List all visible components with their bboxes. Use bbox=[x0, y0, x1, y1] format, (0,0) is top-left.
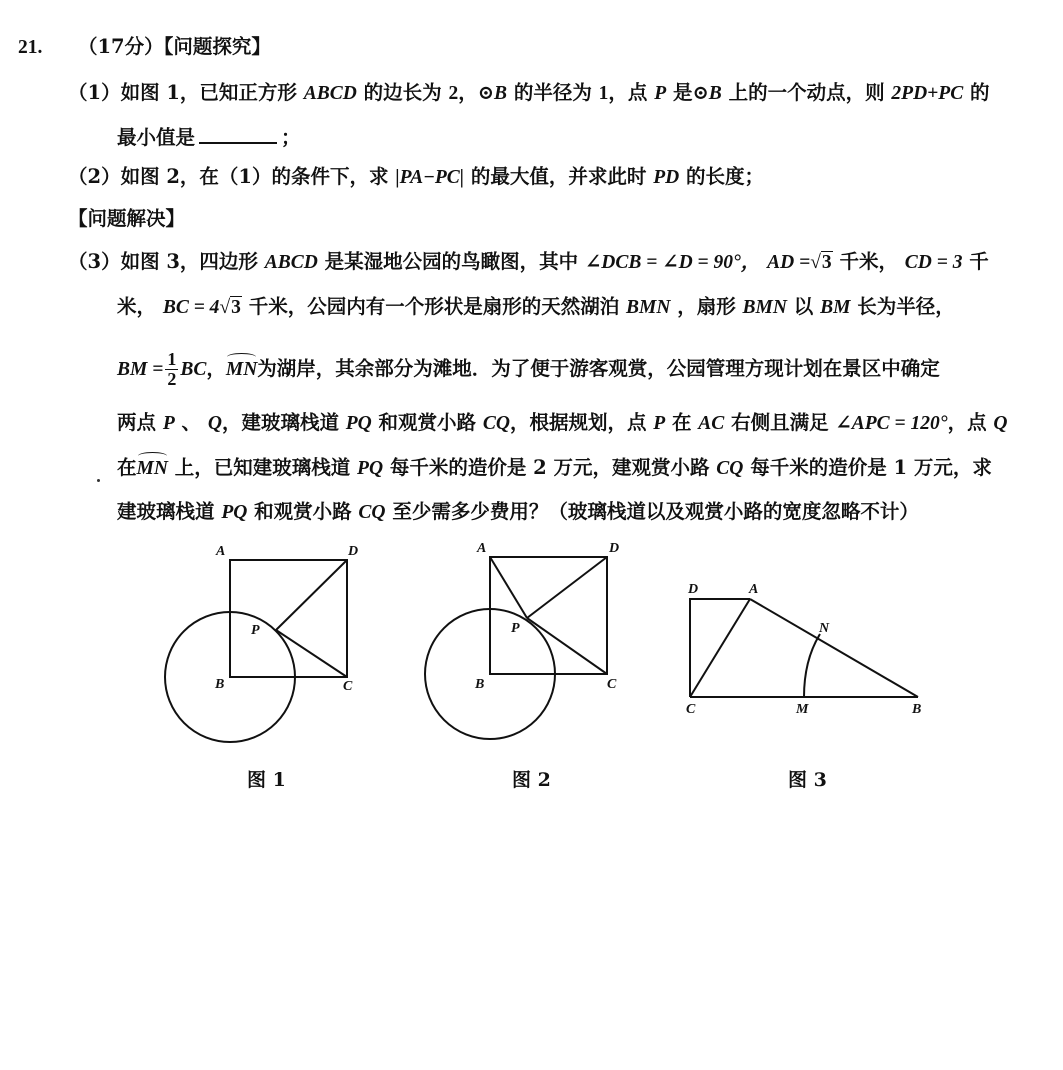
fraction-denominator: 2 bbox=[167, 369, 177, 389]
math-abcd: ABCD bbox=[303, 83, 357, 104]
q3-text: 建玻璃栈道 bbox=[117, 500, 215, 523]
q3-text: 上，已知建玻璃栈道 bbox=[174, 456, 351, 479]
fig2-label-a: A bbox=[477, 541, 487, 556]
q1-label: （1） bbox=[68, 81, 121, 104]
q1-text: ； bbox=[281, 126, 301, 149]
math-bm: BM = bbox=[117, 359, 164, 380]
fig3-label-d: D bbox=[688, 582, 699, 597]
section-title-explore: 【问题探究】 bbox=[163, 35, 271, 58]
math-q: Q bbox=[207, 413, 222, 434]
q3-text: 至少需多少费用？（玻璃栈道以及观赏小路的宽度忽略不计） bbox=[392, 500, 919, 523]
math-bc: BC bbox=[180, 359, 207, 380]
radius-value: 1 bbox=[598, 83, 609, 104]
math-pq: PQ bbox=[357, 458, 384, 479]
q3-text: 两点 bbox=[117, 411, 157, 434]
math-pd: PD bbox=[653, 167, 680, 188]
fig3-caption: 图 3 bbox=[788, 769, 827, 791]
math-pq: PQ bbox=[345, 413, 372, 434]
math-bm: BM bbox=[820, 297, 851, 318]
fig3-label-m: M bbox=[796, 702, 809, 717]
fig1-label-b: B bbox=[215, 677, 225, 692]
q3-text: 千米，公园内有一个形状是扇形的天然湖泊 bbox=[248, 295, 620, 318]
fraction-numerator: 1 bbox=[167, 349, 177, 369]
q3-text: 、 bbox=[181, 411, 202, 434]
q3-text: 千 bbox=[969, 250, 989, 273]
q1-text: 最小值是 bbox=[117, 126, 196, 149]
q3-text: 长为半径， bbox=[857, 295, 955, 318]
fig2-segment-pd bbox=[527, 557, 607, 618]
q3-text: ，建玻璃栈道 bbox=[221, 411, 339, 434]
fig3-label-n: N bbox=[819, 621, 830, 636]
math-ac: AC bbox=[698, 413, 725, 434]
q2-text: 的长度； bbox=[686, 165, 765, 188]
fig2-square bbox=[490, 557, 607, 674]
q3-text: 右侧且满足 bbox=[731, 411, 829, 434]
sqrt-radicand: 3 bbox=[231, 297, 241, 318]
q2-text: 如图 2，在（1）的条件下，求 bbox=[120, 165, 389, 188]
q3-text: 是某湿地公园的鸟瞰图，其中 bbox=[324, 250, 579, 273]
fig2-label-c: C bbox=[607, 677, 617, 692]
math-cd: CD = 3 bbox=[904, 252, 963, 273]
math-cq: CQ bbox=[482, 413, 510, 434]
sqrt-3: √3 bbox=[219, 297, 241, 318]
fig3-label-a: A bbox=[749, 582, 759, 597]
side-length: 2 bbox=[448, 83, 459, 104]
math-q: Q bbox=[993, 413, 1008, 434]
fig1-segment-pc bbox=[276, 630, 347, 677]
math-angle: ∠DCB = ∠D = 90°， bbox=[584, 252, 761, 273]
math-p: P bbox=[653, 413, 666, 434]
math-b: B bbox=[494, 83, 508, 104]
fig1-caption: 图 1 bbox=[247, 769, 286, 791]
q3-label: （3） bbox=[68, 250, 121, 273]
math-bmn: BMN bbox=[626, 297, 671, 318]
q3-text: ， bbox=[206, 357, 226, 380]
fig1-segment-pd bbox=[276, 560, 347, 630]
fig2-caption: 图 2 bbox=[512, 769, 551, 791]
math-cq: CQ bbox=[358, 502, 386, 523]
q3-text: 和观赏小路 bbox=[378, 411, 477, 434]
q3-text: 米， bbox=[117, 295, 157, 318]
math-angle: ∠APC = 120° bbox=[835, 413, 948, 434]
sqrt-radicand: 3 bbox=[821, 252, 832, 273]
figure-1 bbox=[165, 560, 347, 742]
q1-text: 的边长为 bbox=[363, 81, 442, 104]
fig1-label-c: C bbox=[343, 679, 353, 694]
q3-text: 为湖岸，其余部分为滩地．为了便于游客观赏，公园管理方现计划在景区中确定 bbox=[257, 357, 940, 380]
math-expression: |PA−PC| bbox=[395, 167, 465, 188]
fig3-segment-ab bbox=[750, 599, 918, 697]
math-ad: AD = bbox=[767, 252, 811, 273]
q1-text: 是⊙ bbox=[672, 81, 709, 104]
q3-text: 千米， bbox=[839, 250, 898, 273]
q1-text: 的 bbox=[970, 81, 990, 104]
question-points: （17分） bbox=[77, 35, 164, 58]
q1-text: 如图 1，已知正方形 bbox=[120, 81, 297, 104]
q3-text: 如图 3，四边形 bbox=[120, 250, 258, 273]
q3-text: 在 bbox=[671, 411, 692, 434]
math-arc-mn: MN bbox=[137, 455, 168, 483]
math-bmn: BMN bbox=[742, 297, 787, 318]
math-abcd: ABCD bbox=[264, 252, 318, 273]
q2-label: （2） bbox=[68, 165, 121, 188]
q3-text: 每千米的造价是 2 万元，建观赏小路 bbox=[389, 456, 710, 479]
q1-text: 上的一个动点，则 bbox=[728, 81, 885, 104]
question-number: 21. bbox=[18, 37, 43, 58]
q1-text: 的半径为 bbox=[513, 81, 592, 104]
q3-text: 在 bbox=[117, 456, 137, 479]
section-title-solve: 【问题解决】 bbox=[68, 207, 186, 230]
q2-text: 的最大值，并求此时 bbox=[470, 165, 647, 188]
sqrt-3: √3 bbox=[810, 252, 832, 273]
fig3-arc-mn bbox=[804, 634, 820, 697]
math-expression: 2PD+PC bbox=[891, 83, 964, 104]
q1-text: ，点 bbox=[608, 81, 648, 104]
q3-text: 每千米的造价是 1 万元，求 bbox=[750, 456, 992, 479]
fig3-label-c: C bbox=[686, 702, 696, 717]
fig2-label-b: B bbox=[475, 677, 485, 692]
fig1-label-p: P bbox=[251, 623, 260, 638]
math-pq: PQ bbox=[221, 502, 248, 523]
fig1-label-d: D bbox=[348, 544, 359, 559]
math-bc: BC = 4 bbox=[162, 297, 220, 318]
q1-text: ，⊙ bbox=[458, 81, 495, 104]
fig3-segment-ac bbox=[690, 599, 750, 697]
fig2-label-p: P bbox=[511, 621, 520, 636]
math-cq: CQ bbox=[716, 458, 744, 479]
math-b: B bbox=[708, 83, 722, 104]
q3-text: ，根据规划，点 bbox=[509, 411, 647, 434]
q3-text: 以 bbox=[793, 295, 814, 318]
fig2-segment-pc bbox=[527, 618, 607, 674]
q3-text: ，点 bbox=[947, 411, 987, 434]
math-arc-mn: MN bbox=[226, 356, 257, 384]
fig1-label-a: A bbox=[216, 544, 226, 559]
q3-text: ，扇形 bbox=[677, 295, 736, 318]
fig2-label-d: D bbox=[609, 541, 620, 556]
figure-2 bbox=[425, 557, 607, 739]
math-p: P bbox=[654, 83, 667, 104]
fig3-label-b: B bbox=[912, 702, 922, 717]
figure-3 bbox=[690, 599, 918, 697]
q3-text: 和观赏小路 bbox=[254, 500, 352, 523]
math-p: P bbox=[162, 413, 175, 434]
